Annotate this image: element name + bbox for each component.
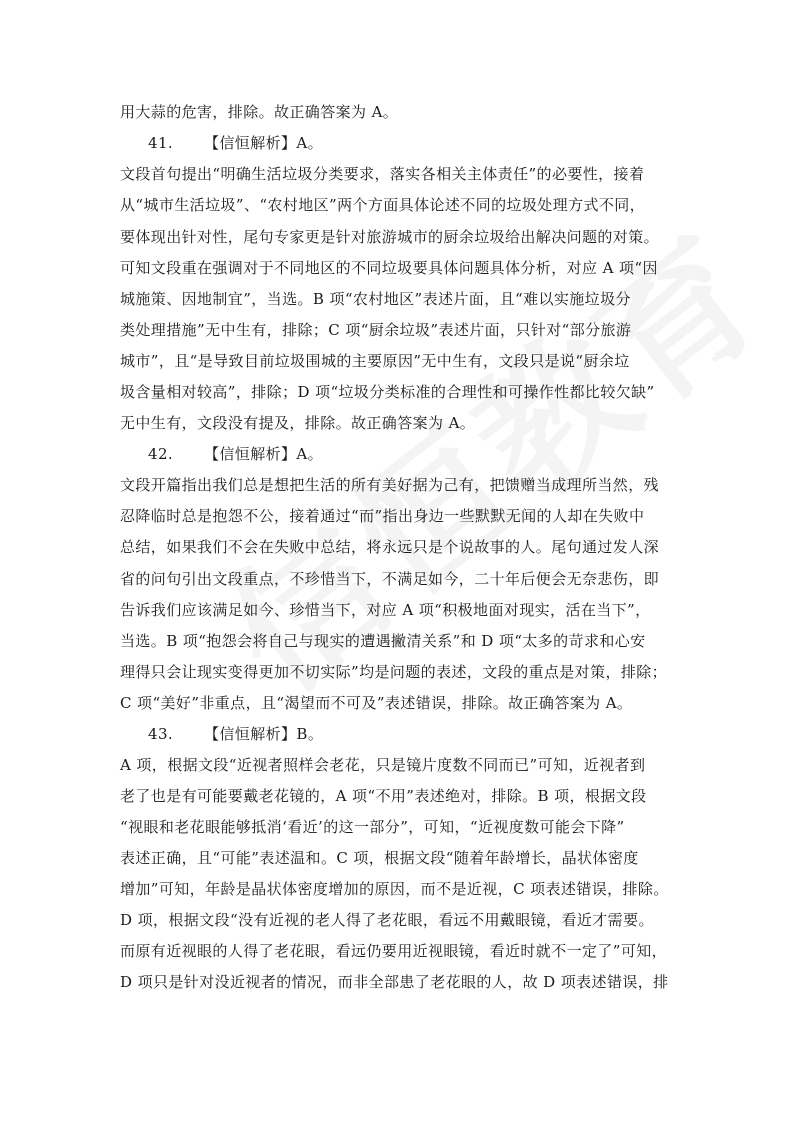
text-line: 忍降临时总是抱怨不公，接着通过“而”指出身边一些默默无闻的人却在失败中 xyxy=(120,507,645,525)
text-line: A 项，根据文段“近视者照样会老花，只是镜片度数不同而已”可知，近视者到 xyxy=(120,756,646,774)
question-number: 43. xyxy=(148,725,174,743)
text-line: D 项只是针对没近视者的情况，而非全部患了老花眼的人，故 D 项表述错误，排 xyxy=(120,973,669,991)
text-line: 无中生有，文段没有提及，排除。故正确答案为 A。 xyxy=(120,414,476,432)
text-line: 可知文段重在强调对于不同地区的不同垃圾要具体问题具体分析，对应 A 项“因 xyxy=(120,259,658,277)
text-line: 总结，如果我们不会在失败中总结，将永远只是个说故事的人。尾句通过发人深 xyxy=(120,538,660,556)
analysis-label: 【信恒解析】A。 xyxy=(204,445,324,463)
text-line: D 项，根据文段“没有近视的老人得了老花眼，看远不用戴眼镜，看近才需要。 xyxy=(120,911,654,929)
question-number: 42. xyxy=(148,445,174,463)
text-line: 用大蒜的危害，排除。故正确答案为 A。 xyxy=(120,103,399,121)
text-line: 要体现出针对性，尾句专家更是针对旅游城市的厨余垃圾给出解决问题的对策。 xyxy=(120,228,660,246)
answer-heading-42 xyxy=(148,441,708,467)
text-line: 增加”可知，年龄是晶状体密度增加的原因，而不是近视，C 项表述错误，排除。 xyxy=(120,880,669,898)
text-line: 告诉我们应该满足如今、珍惜当下，对应 A 项“积极地面对现实，活在当下”， xyxy=(120,601,651,619)
text-line: 老了也是有可能要戴老花镜的，A 项“不用”表述绝对，排除。B 项，根据文段 xyxy=(120,787,647,805)
answer-heading-41 xyxy=(148,130,708,156)
text-line: 文段开篇指出我们总是想把生活的所有美好据为己有，把馈赠当成理所当然，残 xyxy=(120,476,660,494)
text-line: 表述正确，且“可能”表述温和。C 项，根据文段“随着年龄增长，晶状体密度 xyxy=(120,849,639,867)
text-line: 类处理措施”无中生有，排除；C 项“厨余垃圾”表述片面，只针对“部分旅游 xyxy=(120,321,632,339)
analysis-label: 【信恒解析】A。 xyxy=(204,134,324,152)
analysis-label: 【信恒解析】B。 xyxy=(204,725,324,743)
text-line: 城施策、因地制宜”，当选。B 项“农村地区”表述片面，且“难以实施垃圾分 xyxy=(120,290,631,308)
text-line: 圾含量相对较高”，排除；D 项“垃圾分类标准的合理性和可操作性都比较欠缺” xyxy=(120,383,655,401)
answer-heading-43 xyxy=(148,721,708,747)
question-number: 41. xyxy=(148,134,174,152)
text-line: C 项“美好”非重点，且“渴望而不可及”表述错误，排除。故正确答案为 A。 xyxy=(120,694,633,712)
text-line: 省的问句引出文段重点，不珍惜当下，不满足如今，二十年后便会无奈悲伤，即 xyxy=(120,570,660,588)
text-line: 从“城市生活垃圾”、“农村地区”两个方面具体论述不同的垃圾处理方式不同， xyxy=(120,196,646,214)
text-line: 而原有近视眼的人得了老花眼，看远仍要用近视眼镜，看近时就不一定了”可知， xyxy=(120,942,668,960)
text-line: 当选。B 项“抱怨会将自己与现实的遭遇撇清关系”和 D 项“太多的苛求和心安 xyxy=(120,632,646,650)
text-line: “视眼和老花眼能够抵消‘看近’的这一部分”，可知，“近视度数可能会下降” xyxy=(120,818,625,836)
text-line: 理得只会让现实变得更加不切实际”均是问题的表述，文段的重点是对策，排除； xyxy=(120,663,668,681)
text-line: 文段首句提出“明确生活垃圾分类要求，落实各相关主体责任”的必要性，接着 xyxy=(120,165,645,183)
text-line: 城市”，且“是导致目前垃圾围城的主要原因”无中生有，文段只是说“厨余垃 xyxy=(120,352,630,370)
